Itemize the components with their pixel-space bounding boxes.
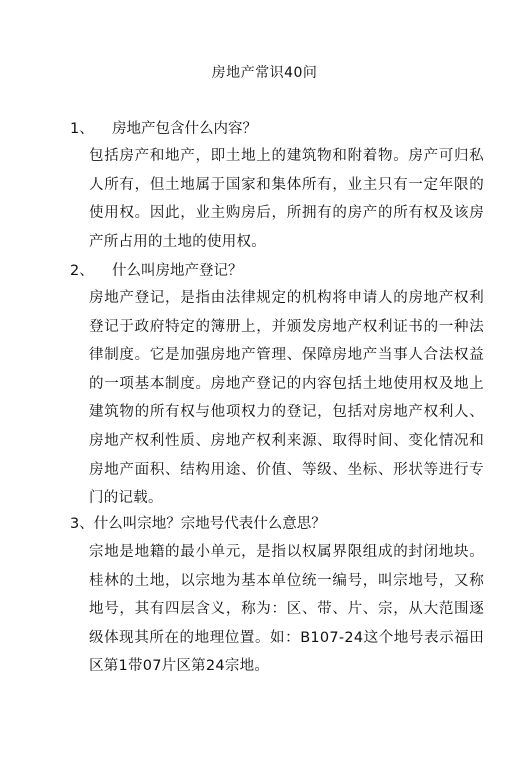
question-3-number: 3、 (70, 516, 94, 532)
answer-3: 宗地是地籍的最小单元，是指以权属界限组成的封闭地块。桂林的土地，以宗地为基本单位统一编号，叫宗地号，又称地号，其有四层含义，称为：区、带、片、宗，从大范围逐级体现其所在的地理位置。如：B107-24这个地号表示福田区第1带07片区第24宗地。 (89, 544, 484, 675)
question-1-number: 1、 (70, 121, 94, 137)
question-1-text: 房地产包含什么内容？ (112, 121, 257, 137)
answer-2: 房地产登记，是指由法律规定的机构将申请人的房地产权利登记于政府特定的簿册上，并颁发房地产权利证书的一种法律制度。它是加强房地产管理、保障房地产当事人合法权益的一项基本制度。房地产登记的内容包括土地使用权及地上建筑物的所有权与他项权力的登记，包括对房地产权利人、房地产权利性质、房地产权利来源、取得时间、变化情况和房地产面积、结构用途、价值、等级、坐标、形状等进行专门的记载。 (89, 290, 484, 507)
document-title: 房地产常识40问 (211, 65, 318, 81)
question-3 (70, 513, 326, 535)
answer-1: 包括房产和地产，即土地上的建筑物和附着物。房产可归私人所有，但土地属于国家和集体所有，业主只有一定年限的使用权。因此，业主购房后，所拥有的房产的所有权及该房产所占用的土地的使用权。 (89, 148, 484, 250)
question-2-text: 什么叫房地产登记？ (112, 263, 243, 279)
question-3-text: 什么叫宗地？宗地号代表什么意思？ (93, 516, 326, 532)
question-2-number: 2、 (70, 263, 94, 279)
question-2 (70, 260, 243, 282)
question-1 (70, 118, 257, 140)
